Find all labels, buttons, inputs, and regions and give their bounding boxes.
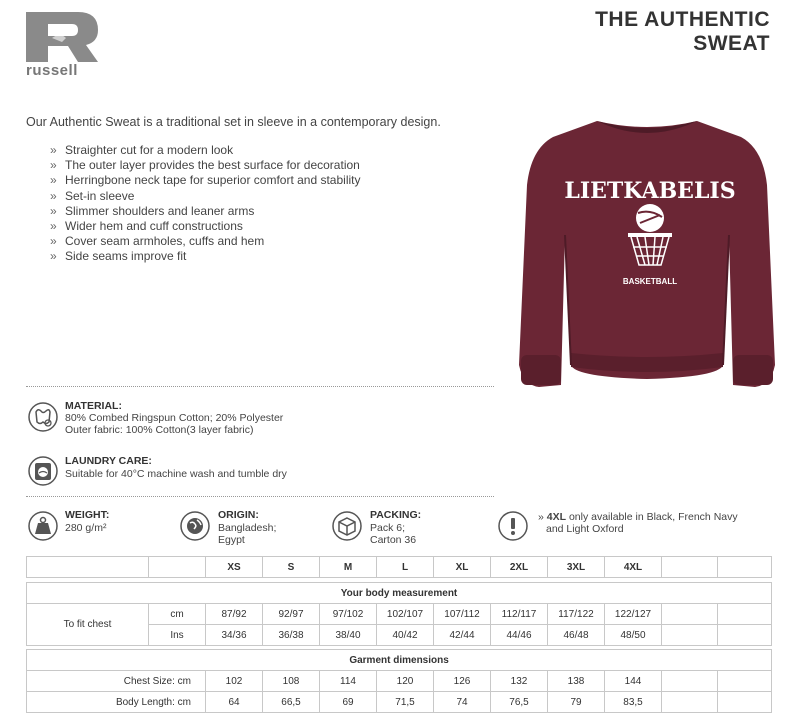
feature-item (50, 189, 360, 204)
feature-list (50, 143, 360, 265)
table-cell: 71,5 (377, 692, 434, 713)
material-label: MATERIAL: (65, 400, 122, 412)
fabric-icon (28, 402, 58, 432)
table-cell: 138 (548, 671, 605, 692)
table-cell: 114 (320, 671, 377, 692)
origin-label: ORIGIN: (218, 509, 259, 521)
table-cell: 38/40 (320, 625, 377, 646)
table-cell: 102 (206, 671, 263, 692)
feature-item (50, 173, 360, 188)
size-xl: XL (434, 557, 491, 578)
print-title: LIETKABELIS (564, 178, 736, 204)
bullet-glyph: » (50, 173, 57, 188)
feature-text: Side seams improve fit (65, 249, 187, 264)
table-cell: 66,5 (263, 692, 320, 713)
packing-label: PACKING: (370, 509, 422, 521)
feature-text: Cover seam armholes, cuffs and hem (65, 234, 265, 249)
chest-size-label: Chest Size: cm (27, 671, 206, 692)
print-subtitle: BASKETBALL (622, 277, 678, 286)
empty-cell (718, 604, 772, 625)
body-measurement-title: Your body measurement (27, 583, 772, 604)
feature-item (50, 249, 360, 264)
availability-note (538, 511, 768, 535)
laundry-label: LAUNDRY CARE: (65, 455, 152, 467)
empty-cell (718, 625, 772, 646)
note-size: 4XL (546, 511, 567, 523)
empty-cell (718, 671, 772, 692)
origin-line-1: Bangladesh; (218, 522, 277, 534)
page-title (595, 8, 770, 56)
globe-icon (180, 511, 210, 541)
origin-line-2: Egypt (218, 534, 245, 546)
body-length-label: Body Length: cm (27, 692, 206, 713)
table-cell: 97/102 (320, 604, 377, 625)
empty-cell (718, 692, 772, 713)
size-3xl: 3XL (548, 557, 605, 578)
empty-cell (662, 692, 718, 713)
table-cell: 108 (263, 671, 320, 692)
garment-dimensions-title: Garment dimensions (27, 650, 772, 671)
table-cell: 64 (206, 692, 263, 713)
material-line-2: Outer fabric: 100% Cotton(3 layer fabric) (65, 424, 254, 436)
packing-line-1: Pack 6; (370, 522, 406, 534)
unit-cm: cm (149, 604, 206, 625)
title-line-1: THE AUTHENTIC (595, 8, 770, 31)
table-cell: 76,5 (491, 692, 548, 713)
table-cell: 36/38 (263, 625, 320, 646)
size-4xl: 4XL (605, 557, 662, 578)
russell-r-logo-icon (26, 12, 100, 62)
table-cell: 132 (491, 671, 548, 692)
table-cell: 40/42 (377, 625, 434, 646)
divider (26, 386, 494, 387)
empty-cell (662, 625, 718, 646)
table-cell: 74 (434, 692, 491, 713)
note-line-2: and Light Oxford (546, 523, 624, 535)
bullet-glyph: » (50, 158, 57, 173)
note-line-1: only available in Black, French Navy (566, 511, 738, 523)
feature-item (50, 204, 360, 219)
size-header-row (27, 557, 772, 578)
unit-ins: Ins (149, 625, 206, 646)
weight-icon (28, 511, 58, 541)
feature-text: Wider hem and cuff constructions (65, 218, 243, 233)
table-cell: 69 (320, 692, 377, 713)
garment-dimensions-table (26, 649, 772, 713)
table-cell: 120 (377, 671, 434, 692)
divider (26, 496, 494, 497)
material-text (65, 412, 283, 436)
table-cell: 117/122 (548, 604, 605, 625)
table-cell: 79 (548, 692, 605, 713)
table-cell: 34/36 (206, 625, 263, 646)
feature-text: Set-in sleeve (65, 188, 135, 203)
feature-item (50, 143, 360, 158)
size-s: S (263, 557, 320, 578)
table-cell: 83,5 (605, 692, 662, 713)
bullet-glyph: » (50, 143, 57, 157)
size-header-table (26, 556, 772, 578)
table-cell: 44/46 (491, 625, 548, 646)
table-cell: 46/48 (548, 625, 605, 646)
bullet-glyph: » (50, 218, 57, 233)
material-line-1: 80% Combed Ringspun Cotton; 20% Polyester (65, 412, 284, 424)
empty-cell (662, 671, 718, 692)
bullet-glyph: » (50, 203, 57, 218)
feature-item (50, 158, 360, 173)
origin-text (218, 522, 276, 546)
table-cell: 42/44 (434, 625, 491, 646)
table-cell: 102/107 (377, 604, 434, 625)
feature-text: Herringbone neck tape for superior comfort and stability (65, 173, 361, 188)
washing-machine-icon (28, 456, 58, 486)
title-line-2: SWEAT (693, 32, 770, 55)
note-bullet: » (538, 511, 544, 523)
empty-cell (149, 557, 206, 578)
feature-item (50, 234, 360, 249)
table-row (27, 604, 772, 625)
body-measurement-table (26, 582, 772, 646)
laundry-text: Suitable for 40°C machine wash and tumble dry (65, 468, 287, 480)
bullet-glyph: » (50, 249, 57, 264)
table-cell: 144 (605, 671, 662, 692)
table-cell: 92/97 (263, 604, 320, 625)
size-m: M (320, 557, 377, 578)
to-fit-chest-label: To fit chest (27, 604, 149, 646)
bullet-glyph: » (50, 188, 57, 203)
empty-cell (662, 557, 718, 578)
feature-text: The outer layer provides the best surface for decoration (65, 158, 360, 173)
feature-item (50, 219, 360, 234)
table-row (27, 692, 772, 713)
feature-text: Straighter cut for a modern look (65, 143, 234, 157)
table-row (27, 671, 772, 692)
sweatshirt-icon (519, 115, 775, 397)
bullet-glyph: » (50, 234, 57, 249)
size-2xl: 2XL (491, 557, 548, 578)
box-icon (332, 511, 362, 541)
empty-cell (718, 557, 772, 578)
exclamation-icon (498, 511, 528, 541)
packing-line-2: Carton 36 (370, 534, 417, 546)
packing-text (370, 522, 416, 546)
size-l: L (377, 557, 434, 578)
table-cell: 122/127 (605, 604, 662, 625)
size-xs: XS (206, 557, 263, 578)
table-cell: 87/92 (206, 604, 263, 625)
weight-text: 280 g/m² (65, 522, 107, 534)
table-cell: 112/117 (491, 604, 548, 625)
table-cell: 48/50 (605, 625, 662, 646)
weight-label: WEIGHT: (65, 509, 110, 521)
empty-cell (27, 557, 149, 578)
table-cell: 107/112 (434, 604, 491, 625)
product-image (519, 115, 775, 397)
table-cell: 126 (434, 671, 491, 692)
brand-name: russell (26, 62, 78, 79)
feature-text: Slimmer shoulders and leaner arms (65, 203, 255, 218)
intro-text: Our Authentic Sweat is a traditional set in sleeve in a contemporary design. (26, 115, 441, 129)
empty-cell (662, 604, 718, 625)
